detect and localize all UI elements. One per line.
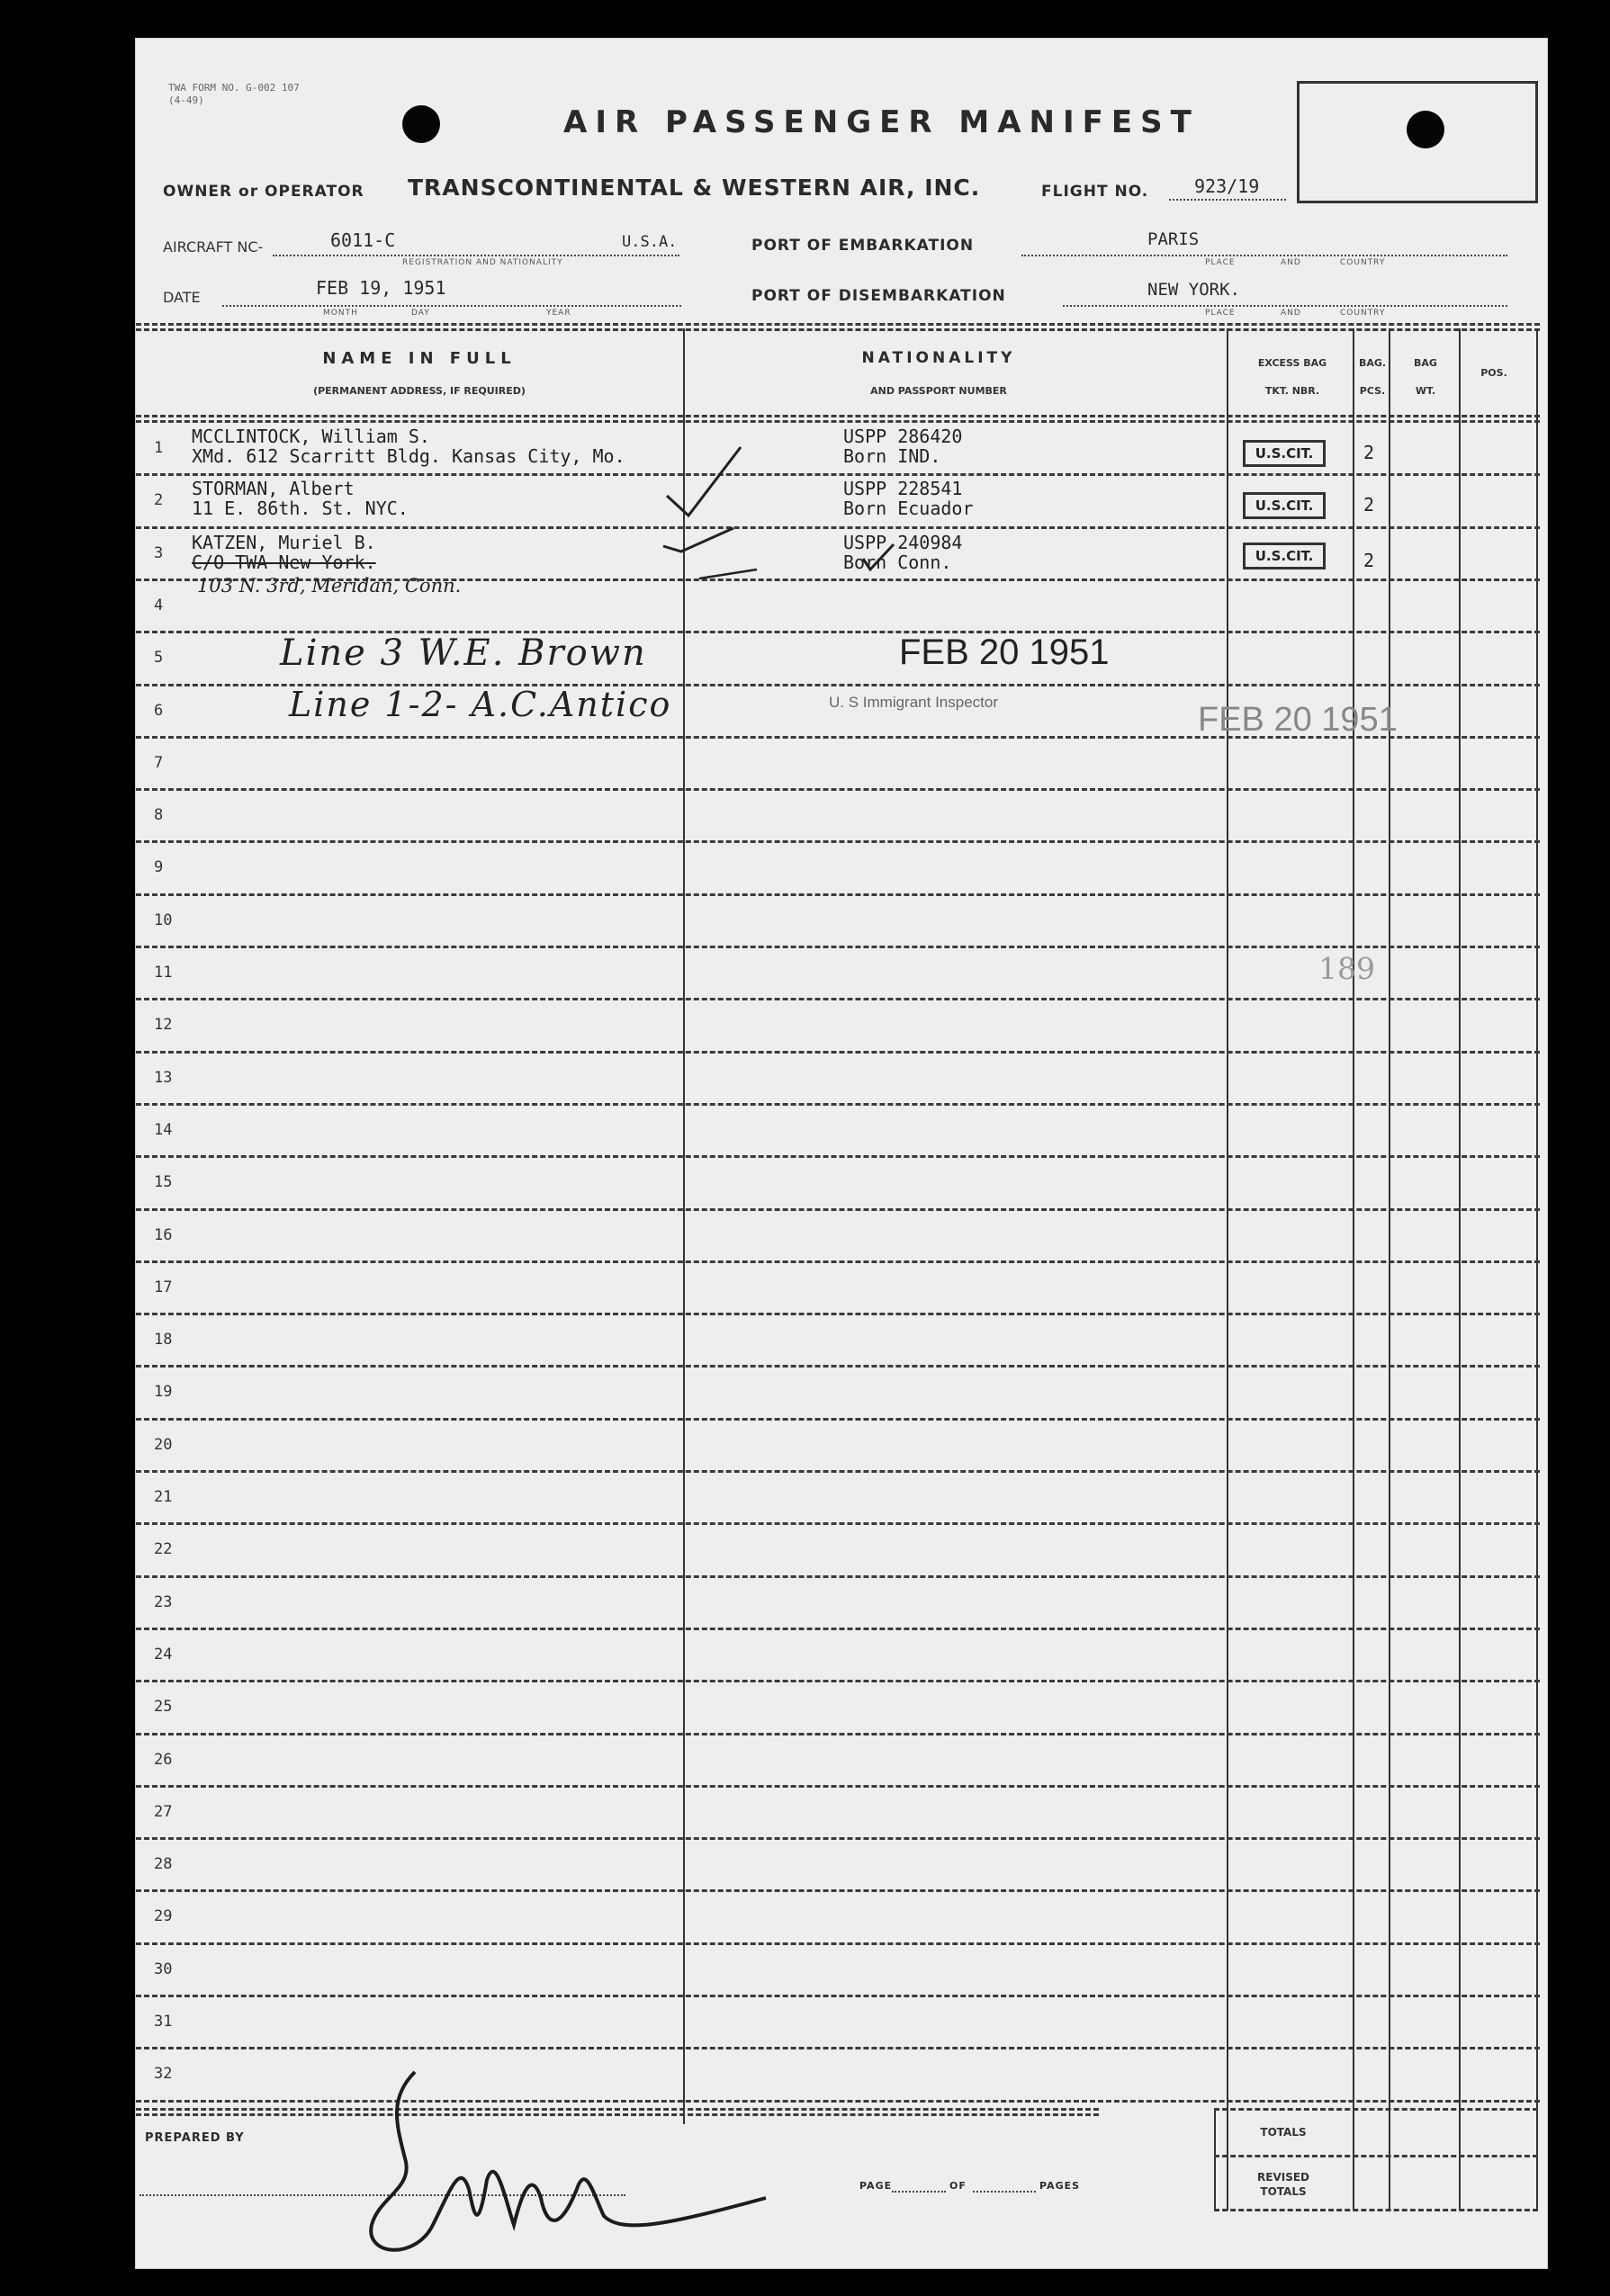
disembark-value: NEW YORK. bbox=[1147, 280, 1240, 300]
pages-label: PAGES bbox=[1039, 2180, 1081, 2192]
aircraft-value: 6011-C bbox=[330, 229, 396, 251]
pax2-name: STORMAN, Albert bbox=[192, 478, 355, 499]
col-divider-nationality bbox=[1227, 328, 1228, 2211]
col-pos: POS. bbox=[1480, 367, 1507, 379]
row-rule bbox=[136, 893, 1540, 896]
embark-place-sub: PLACE bbox=[1205, 258, 1236, 267]
col-excess-bag-sub: TKT. NBR. bbox=[1264, 385, 1320, 397]
row-rule bbox=[136, 1575, 1540, 1578]
row-number: 13 bbox=[154, 1069, 173, 1087]
disembark-country-sub: COUNTRY bbox=[1340, 309, 1386, 318]
embark-label: PORT OF EMBARKATION bbox=[751, 237, 975, 255]
handwritten-line5: Line 3 W.E. Brown bbox=[280, 632, 647, 674]
date-day-sub: DAY bbox=[411, 309, 430, 318]
row-number: 11 bbox=[154, 964, 173, 982]
pax3-address-handwritten: 103 N. 3rd, Meridan, Conn. bbox=[197, 575, 462, 596]
pax2-born: Born Ecuador bbox=[843, 498, 974, 519]
row-rule bbox=[136, 946, 1540, 948]
row-number: 27 bbox=[154, 1803, 173, 1821]
row-rule bbox=[136, 1103, 1540, 1106]
pax3-citizen-stamp: U.S.CIT. bbox=[1243, 543, 1326, 570]
row-rule bbox=[136, 2047, 1540, 2049]
stamp-date-1: FEB 20 1951 bbox=[899, 632, 1110, 672]
pax3-born: Born Conn. bbox=[843, 552, 952, 573]
disembark-label: PORT OF DISEMBARKATION bbox=[751, 287, 1006, 305]
pax3-pieces: 2 bbox=[1363, 550, 1375, 571]
row-rule bbox=[136, 1208, 1540, 1211]
row-number: 31 bbox=[154, 2013, 173, 2031]
row-rule bbox=[136, 1733, 1540, 1735]
row-rule bbox=[136, 840, 1540, 843]
check-marks bbox=[658, 426, 928, 596]
date-value: FEB 19, 1951 bbox=[316, 277, 446, 299]
row-rule bbox=[136, 1418, 1540, 1421]
inspector-stamp: U. S Immigrant Inspector bbox=[829, 694, 999, 711]
pax2-citizen-stamp: U.S.CIT. bbox=[1243, 492, 1326, 519]
row-number: 1 bbox=[154, 439, 164, 457]
preparer-signature bbox=[352, 2063, 820, 2270]
row-number: 28 bbox=[154, 1855, 173, 1873]
col-excess-bag: EXCESS BAG bbox=[1257, 357, 1327, 369]
pax1-born: Born IND. bbox=[843, 445, 941, 467]
row-rule bbox=[136, 1051, 1540, 1054]
embark-country-sub: COUNTRY bbox=[1340, 258, 1386, 267]
col-bag-wt-sub: WT. bbox=[1415, 385, 1436, 397]
row-number: 10 bbox=[154, 911, 173, 929]
punch-hole-left bbox=[402, 105, 440, 143]
row-rule bbox=[136, 1365, 1540, 1368]
date-month-sub: MONTH bbox=[323, 309, 358, 318]
row-number: 18 bbox=[154, 1331, 173, 1349]
row-rule bbox=[136, 1889, 1540, 1892]
revised-label: REVISED bbox=[1257, 2171, 1309, 2184]
row-number: 8 bbox=[154, 806, 164, 824]
row-rule bbox=[136, 1522, 1540, 1525]
page-number-stamp: 189 bbox=[1318, 951, 1375, 986]
row-number: 30 bbox=[154, 1960, 173, 1978]
pax1-citizen-stamp: U.S.CIT. bbox=[1243, 440, 1326, 467]
row-rule bbox=[136, 1313, 1540, 1315]
col-divider-pcs bbox=[1389, 328, 1390, 2211]
row-number: 15 bbox=[154, 1173, 173, 1191]
form-number: TWA FORM NO. G-002 107 bbox=[168, 82, 300, 94]
row-number: 22 bbox=[154, 1540, 173, 1558]
flight-value: 923/19 bbox=[1194, 175, 1260, 197]
page-label: PAGE bbox=[859, 2180, 893, 2192]
date-label: DATE bbox=[163, 289, 201, 306]
disembark-place-sub: PLACE bbox=[1205, 309, 1236, 318]
embark-and-sub: AND bbox=[1281, 258, 1301, 267]
col-divider-wt bbox=[1459, 328, 1461, 2211]
row-rule bbox=[136, 1995, 1540, 1997]
pax3-passport: USPP 240984 bbox=[843, 532, 963, 553]
aircraft-sub: REGISTRATION AND NATIONALITY bbox=[402, 258, 563, 267]
aircraft-label: AIRCRAFT NC- bbox=[163, 238, 264, 256]
top-right-box bbox=[1297, 81, 1538, 203]
row-number: 20 bbox=[154, 1436, 173, 1454]
row-number: 26 bbox=[154, 1751, 173, 1769]
col-bag-pcs-sub: PCS. bbox=[1359, 385, 1386, 397]
date-year-sub: YEAR bbox=[546, 309, 571, 318]
row-rule bbox=[136, 1837, 1540, 1840]
row-number: 21 bbox=[154, 1488, 173, 1506]
embark-value: PARIS bbox=[1147, 229, 1200, 249]
flight-label: FLIGHT NO. bbox=[1041, 183, 1149, 201]
row-rule bbox=[136, 1260, 1540, 1263]
pax2-pieces: 2 bbox=[1363, 494, 1375, 516]
pax3-address: C/O TWA New York. bbox=[192, 552, 376, 573]
col-divider-right bbox=[1536, 328, 1538, 2211]
row-number: 29 bbox=[154, 1907, 173, 1925]
owner-label: OWNER or OPERATOR bbox=[163, 183, 364, 201]
row-number: 14 bbox=[154, 1121, 173, 1139]
pax2-passport: USPP 228541 bbox=[843, 478, 963, 499]
row-number: 4 bbox=[154, 596, 164, 614]
row-rule bbox=[136, 1470, 1540, 1473]
of-label: OF bbox=[949, 2180, 967, 2192]
row-number: 25 bbox=[154, 1698, 173, 1716]
pax1-pieces: 2 bbox=[1363, 442, 1375, 463]
col-nationality-sub: AND PASSPORT NUMBER bbox=[870, 385, 1007, 397]
col-bag-pcs: BAG. bbox=[1358, 357, 1387, 369]
row-number: 12 bbox=[154, 1016, 173, 1034]
col-divider-name bbox=[683, 328, 685, 2124]
handwritten-line6: Line 1-2- A.C.Antico bbox=[289, 685, 672, 724]
row-number: 24 bbox=[154, 1646, 173, 1664]
row-number: 17 bbox=[154, 1278, 173, 1296]
pax2-address: 11 E. 86th. St. NYC. bbox=[192, 498, 409, 519]
aircraft-country: U.S.A. bbox=[622, 233, 678, 251]
row-number: 32 bbox=[154, 2065, 173, 2083]
row-rule bbox=[136, 1785, 1540, 1788]
row-number: 23 bbox=[154, 1593, 173, 1611]
col-nationality-header: NATIONALITY bbox=[861, 349, 1016, 367]
row-rule bbox=[136, 1942, 1540, 1945]
row-number: 2 bbox=[154, 491, 164, 509]
row-number: 9 bbox=[154, 858, 164, 876]
row-rule bbox=[136, 2100, 1540, 2103]
pax3-name: KATZEN, Muriel B. bbox=[192, 532, 376, 553]
row-rule bbox=[136, 788, 1540, 791]
owner-value: TRANSCONTINENTAL & WESTERN AIR, INC. bbox=[408, 175, 981, 201]
row-number: 6 bbox=[154, 702, 164, 720]
disembark-and-sub: AND bbox=[1281, 309, 1301, 318]
col-name-sub: (PERMANENT ADDRESS, IF REQUIRED) bbox=[313, 385, 526, 397]
form-revision: (4-49) bbox=[168, 94, 204, 106]
row-number: 16 bbox=[154, 1226, 173, 1244]
page-title: AIR PASSENGER MANIFEST bbox=[563, 104, 1200, 140]
col-divider-excess bbox=[1353, 328, 1354, 2211]
row-number: 19 bbox=[154, 1383, 173, 1401]
prepared-by-label: PREPARED BY bbox=[145, 2131, 245, 2145]
manifest-sheet bbox=[135, 38, 1548, 2269]
row-rule bbox=[136, 1155, 1540, 1158]
row-rule bbox=[136, 1680, 1540, 1682]
row-number: 3 bbox=[154, 544, 164, 562]
table-top-rule bbox=[136, 323, 1540, 326]
pax1-passport: USPP 286420 bbox=[843, 426, 963, 447]
totals-label: TOTALS bbox=[1260, 2126, 1307, 2139]
stamp-date-2: FEB 20 1951 bbox=[1198, 701, 1398, 739]
row-number: 7 bbox=[154, 754, 164, 772]
row-number: 5 bbox=[154, 649, 164, 667]
row-rule bbox=[136, 1628, 1540, 1630]
col-name-header: NAME IN FULL bbox=[322, 349, 517, 368]
pax1-name: MCCLINTOCK, William S. bbox=[192, 426, 430, 447]
col-bag-wt: BAG bbox=[1414, 357, 1437, 369]
row-rule bbox=[136, 998, 1540, 1000]
pax1-address: XMd. 612 Scarritt Bldg. Kansas City, Mo. bbox=[192, 445, 625, 467]
revised-totals-label: TOTALS bbox=[1260, 2185, 1307, 2198]
